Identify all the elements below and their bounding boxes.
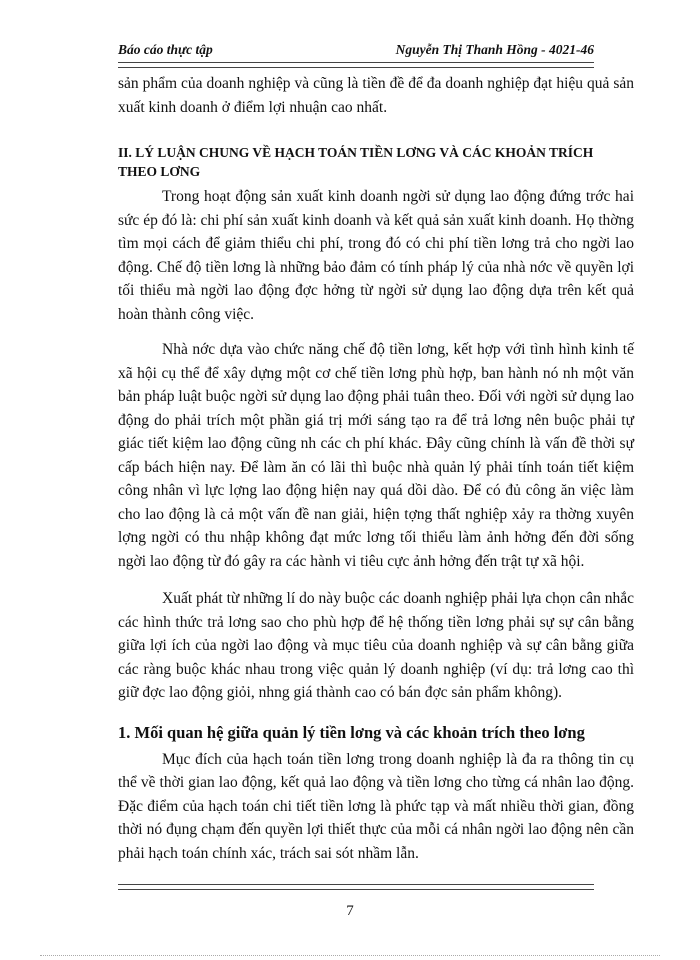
page-number: 7	[346, 903, 354, 919]
paragraph-4: Mục đích của hạch toán tiền lơng trong doanh nghiệp là đa ra thông tin cụ thể về thời gian lao động, kết quả lao động và tiền lơng cho từng cá nhân lao động. Đặc điểm của hạch toán chi tiết tiền lơng là phức tạp và mất nhiều thời gian, đồng thời nó đụng chạm đến quyền lợi thiết thực của mỗi cá nhân ngời lao động nên cần phải hạch toán chính xác, trách sai sót nhầm lẫn.	[118, 750, 634, 862]
header-report-title: Báo cáo thực tập	[118, 42, 213, 57]
intro-paragraph: sản phẩm của doanh nghiệp và cũng là tiền đề để đa doanh nghiệp đạt hiệu quả sản xuất kinh doanh ở điểm lợi nhuận cao nhất.	[118, 75, 634, 116]
paragraph-2: Nhà nớc dựa vào chức năng chế độ tiền lơng, kết hợp với tình hình kinh tế xã hội cụ thể để xây dựng một cơ chế tiền lơng phù hợp, ban hành nó nh một văn bản pháp luật buộc ngời sử dụng lao động phải tuân theo. Đối với ngời sử dụng lao động do phải trích một phần giá trị mới sáng tạo ra để trả lơng nên buộc phải tự giác tiết kiệm lao động cũng nh các ch phí khác. Đây cũng chính là vấn đề thời sự cấp bách hiện nay. Để làm ăn có lãi thì buộc nhà quản lý phải tính toán tiết kiệm công nhân vì lực lợng lao động hiện nay quá dồi dào. Để có đủ công ăn việc làm cho lao động là cả một vấn đề nan giải, hiện tợng thất nghiệp xảy ra thờng xuyên lợng ngời có thu nhập không đạt mức lơng tối thiểu làm ảnh hởng đến đời sống ngời lao động từ đó gây ra các hành vi tiêu cực ảnh hởng đến trật tự xã hội.	[118, 341, 634, 570]
page-edge-divider	[40, 955, 660, 956]
subsection-heading: 1. Mối quan hệ giữa quản lý tiền lơng và các khoản trích theo lơng	[118, 722, 585, 742]
paragraph-3: Xuất phát từ những lí do này buộc các doanh nghiệp phải lựa chọn cân nhắc các hình thức trả lơng sao cho phù hợp để hệ thống tiền lơng phải sự sự cân bằng giữa lợi ích của ngời lao động và mục tiêu của doanh nghiệp và sự cân bằng giữa các ràng buộc khác nhau trong việc quản lý doanh nghiệp (ví dụ: trả lơng cao thì giữ đợc lao động giỏi, nhng giá thành cao có bán đợc sản phẩm không).	[118, 590, 634, 701]
paragraph-1: Trong hoạt động sản xuất kinh doanh ngời sử dụng lao động đứng trớc hai sức ép đó là: chi phí sản xuất kinh doanh và kết quả sản xuất kinh doanh. Họ thờng tìm mọi cách để giảm thiểu chi phí, trong đó có chi phí tiền lơng trả cho ngời lao động. Chế độ tiền lơng là những bảo đảm có tính pháp lý của nhà nớc về quyền lợi tối thiểu mà ngời lao động đợc hởng từ ngời sử dụng lao động dựa trên kết quả hoàn thành công việc.	[118, 188, 634, 323]
page-header	[118, 42, 594, 62]
footer-rule	[118, 884, 594, 890]
section-heading: II. LÝ LUẬN CHUNG VỀ HẠCH TOÁN TIỀN LƠNG VÀ CÁC KHOẢN TRÍCH THEO LƠNG	[118, 145, 594, 179]
page-body	[118, 72, 634, 865]
header-author: Nguyễn Thị Thanh Hồng - 4021-46	[395, 42, 594, 57]
header-rule	[118, 62, 594, 68]
